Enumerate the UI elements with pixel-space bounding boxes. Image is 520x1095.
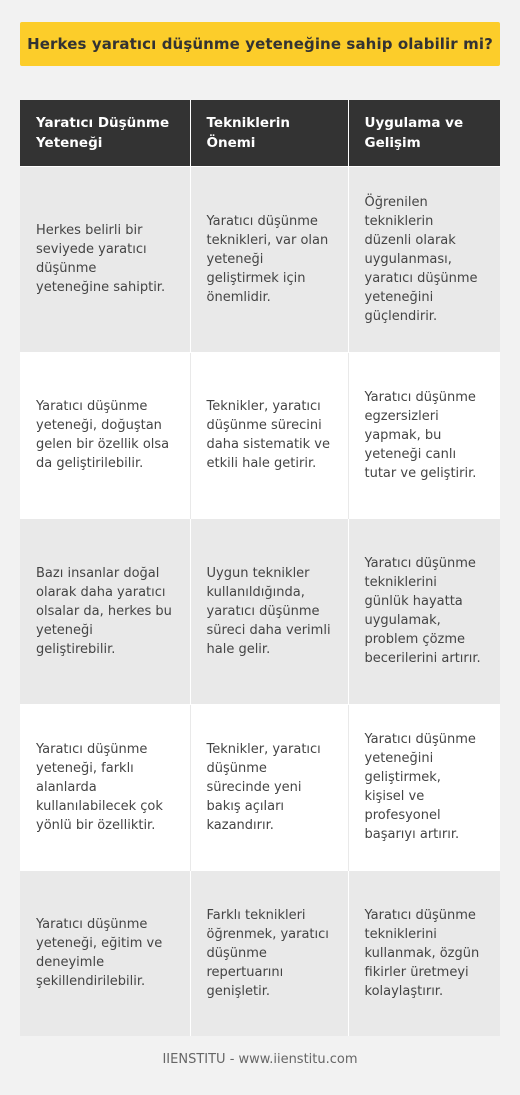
table-cell: Yaratıcı düşünme yeteneğini geliştirmek, kişisel ve profesyonel başarıyı artırır. (348, 704, 500, 870)
table-cell: Bazı insanlar doğal olarak daha yaratıcı olsalar da, herkes bu yeteneği geliştirebilir. (20, 518, 190, 704)
table-cell: Farklı teknikleri öğrenmek, yaratıcı düşünme repertuarını genişletir. (190, 870, 348, 1036)
page-title: Herkes yaratıcı düşünme yeteneğine sahip olabilir mi? (27, 35, 493, 53)
comparison-table (20, 100, 500, 1036)
column-header-creative-ability: Yaratıcı Düşünme Yeteneği (20, 100, 190, 166)
table-cell: Yaratıcı düşünme tekniklerini günlük hayatta uygulamak, problem çözme becerilerini artırır. (348, 518, 500, 704)
table-cell: Herkes belirli bir seviyede yaratıcı düşünme yeteneğine sahiptir. (20, 166, 190, 352)
column-header-practice-development: Uygulama ve Gelişim (348, 100, 500, 166)
table-cell: Yaratıcı düşünme yeteneği, farklı alanlarda kullanılabilecek çok yönlü bir özelliktir. (20, 704, 190, 870)
table-cell: Uygun teknikler kullanıldığında, yaratıcı düşünme süreci daha verimli hale gelir. (190, 518, 348, 704)
column-header-technique-importance: Tekniklerin Önemi (190, 100, 348, 166)
table-row (20, 704, 500, 870)
table-cell: Yaratıcı düşünme egzersizleri yapmak, bu yeteneği canlı tutar ve geliştirir. (348, 352, 500, 518)
table-row (20, 518, 500, 704)
table-cell: Yaratıcı düşünme yeteneği, doğuştan gelen bir özellik olsa da geliştirilebilir. (20, 352, 190, 518)
table-cell: Yaratıcı düşünme teknikleri, var olan yeteneği geliştirmek için önemlidir. (190, 166, 348, 352)
table-cell: Teknikler, yaratıcı düşünme sürecini daha sistematik ve etkili hale getirir. (190, 352, 348, 518)
table-header-row (20, 100, 500, 166)
footer-credit: IIENSTITU - www.iienstitu.com (162, 1052, 358, 1067)
table-cell: Öğrenilen tekniklerin düzenli olarak uygulanması, yaratıcı düşünme yeteneğini güçlendirir. (348, 166, 500, 352)
table-row (20, 352, 500, 518)
table-row (20, 870, 500, 1036)
table-cell: Teknikler, yaratıcı düşünme sürecinde yeni bakış açıları kazandırır. (190, 704, 348, 870)
table-cell: Yaratıcı düşünme yeteneği, eğitim ve deneyimle şekillendirilebilir. (20, 870, 190, 1036)
table-cell: Yaratıcı düşünme tekniklerini kullanmak, özgün fikirler üretmeyi kolaylaştırır. (348, 870, 500, 1036)
table-row (20, 166, 500, 352)
title-banner (20, 22, 500, 66)
